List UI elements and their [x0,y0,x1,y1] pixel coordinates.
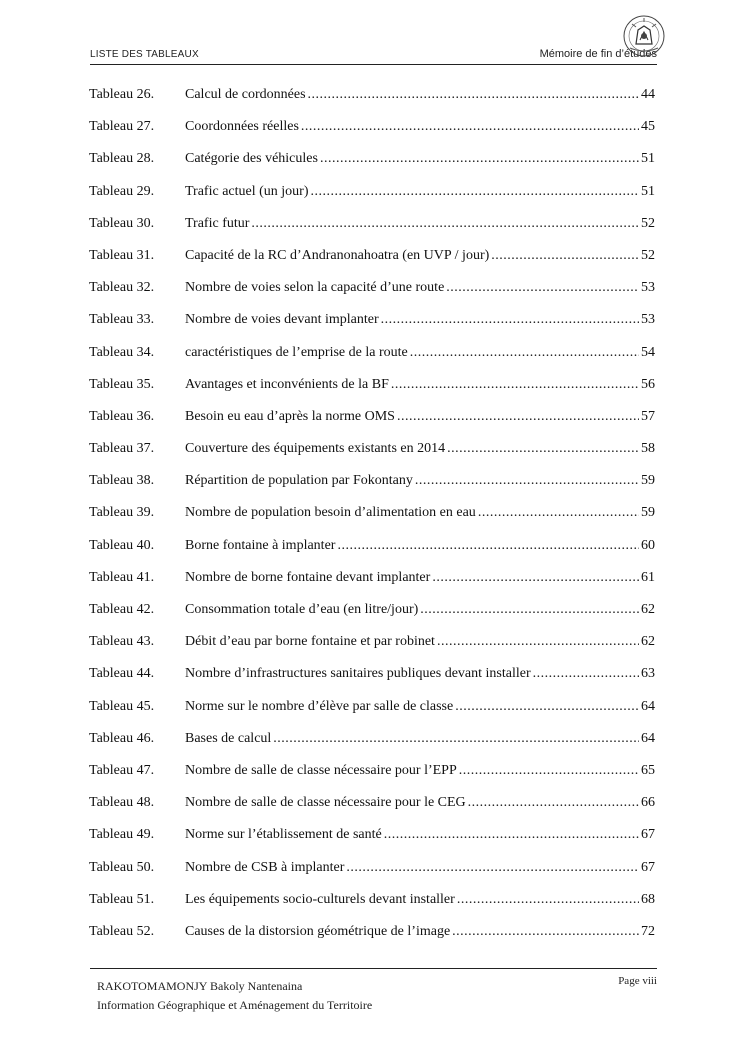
entry-page-number: 66 [641,795,655,811]
university-seal-icon [622,14,666,58]
entry-number: Tableau 31. [89,247,155,263]
entry-number: Tableau 50. [89,859,155,875]
page-number: Page viii [618,975,657,987]
entry-page-number: 65 [641,762,655,778]
dot-leader [459,763,639,779]
list-item[interactable] [89,763,655,795]
list-item[interactable] [89,731,655,763]
entry-page-number: 51 [641,151,655,167]
entry-title: Nombre de salle de classe nécessaire pour l’EPP [185,762,457,778]
list-item[interactable] [89,184,655,216]
entry-number: Tableau 40. [89,537,155,553]
dot-leader [273,731,639,747]
entry-number: Tableau 33. [89,312,155,328]
entry-number: Tableau 52. [89,923,155,939]
dot-leader [308,87,639,103]
dot-leader [410,345,639,361]
entry-page-number: 67 [641,859,655,875]
entry-page-number: 62 [641,602,655,617]
entry-title: Nombre de CSB à implanter [185,859,345,875]
entry-page-number: 58 [641,441,655,457]
entry-page-number: 68 [641,891,655,907]
list-item[interactable] [89,860,655,892]
entry-page-number: 57 [641,408,655,424]
page-header [90,44,657,65]
list-item[interactable] [89,312,655,344]
entry-page-number: 54 [641,344,655,360]
dot-leader [251,216,639,232]
list-item[interactable] [89,345,655,377]
entry-page-number: 59 [641,473,655,489]
list-item[interactable] [89,538,655,570]
list-item[interactable] [89,119,655,151]
entry-page-number: 45 [641,119,655,135]
dot-leader [415,473,639,489]
list-item[interactable] [89,280,655,312]
entry-title: Capacité de la RC d’Andranonahoatra (en UVP / jour) [185,247,490,263]
entry-title: Calcul de cordonnées [185,87,306,102]
dot-leader [457,892,639,908]
entry-title: Nombre d’infrastructures sanitaires publiques devant installer [185,666,531,682]
entry-title: Causes de la distorsion géométrique de l’image [185,923,451,939]
entry-page-number: 61 [641,569,655,585]
entry-title: Norme sur le nombre d’élève par salle de classe [185,698,454,714]
list-item[interactable] [89,892,655,924]
entry-title: Nombre de population besoin d’alimentation en eau [185,505,476,521]
dot-leader [420,602,639,618]
entry-title: Couverture des équipements existants en 2014 [185,441,446,457]
dot-leader [533,666,639,682]
page-footer [90,968,657,1012]
entry-page-number: 62 [641,634,655,650]
entry-number: Tableau 36. [89,408,155,424]
entry-title: Avantages et inconvénients de la BF [185,376,389,392]
entry-number: Tableau 47. [89,762,155,778]
dot-leader [346,860,639,876]
entry-page-number: 59 [641,505,655,521]
entry-number: Tableau 41. [89,569,155,585]
entry-page-number: 63 [641,666,655,682]
entry-title: Besoin eu eau d’après la norme OMS [185,408,395,424]
entry-page-number: 53 [641,280,655,296]
dot-leader [446,280,639,296]
dot-leader [491,248,639,264]
entry-page-number: 52 [641,215,655,231]
list-item[interactable] [89,602,655,634]
entry-page-number: 60 [641,537,655,553]
entry-number: Tableau 51. [89,891,155,907]
list-item[interactable] [89,795,655,827]
entry-page-number: 64 [641,730,655,746]
list-item[interactable] [89,827,655,859]
dot-leader [381,312,639,328]
entry-number: Tableau 39. [89,505,155,521]
entry-page-number: 67 [641,827,655,843]
dot-leader [447,441,639,457]
entry-title: Borne fontaine à implanter [185,537,336,553]
dot-leader [391,377,639,393]
entry-number: Tableau 30. [89,215,155,231]
entry-title: Trafic actuel (un jour) [185,183,309,199]
dot-leader [468,795,639,811]
entry-title: Bases de calcul [185,730,272,746]
dot-leader [320,151,639,167]
list-item[interactable] [89,505,655,537]
footer-program: Information Géographique et Aménagement du Territoire [97,998,373,1012]
entry-number: Tableau 26. [89,87,155,102]
list-item[interactable] [89,409,655,441]
entry-title: Nombre de voies selon la capacité d’une route [185,280,445,296]
dot-leader [311,184,640,200]
footer-author: RAKOTOMAMONJY Bakoly Nantenaina [97,979,303,993]
entry-title: Consommation totale d’eau (en litre/jour) [185,602,419,617]
dot-leader [437,634,639,650]
entry-number: Tableau 32. [89,280,155,296]
list-item[interactable] [89,87,655,119]
list-item[interactable] [89,248,655,280]
entry-title: Répartition de population par Fokontany [185,473,413,489]
entry-title: Coordonnées réelles [185,119,299,135]
entry-number: Tableau 37. [89,441,155,457]
entry-number: Tableau 42. [89,602,155,617]
entry-number: Tableau 44. [89,666,155,682]
entry-page-number: 44 [641,87,655,102]
entry-title: Nombre de voies devant implanter [185,312,379,328]
entry-title: Nombre de salle de classe nécessaire pour le CEG [185,795,466,811]
dot-leader [301,119,639,135]
entry-page-number: 53 [641,312,655,328]
entry-page-number: 52 [641,247,655,263]
entry-page-number: 72 [641,923,655,939]
entry-number: Tableau 35. [89,376,155,392]
entry-page-number: 51 [641,183,655,199]
entry-title: Nombre de borne fontaine devant implanter [185,569,431,585]
entry-number: Tableau 28. [89,151,155,167]
entry-page-number: 56 [641,376,655,392]
list-item[interactable] [89,634,655,666]
entry-number: Tableau 45. [89,698,155,714]
header-section-title: LISTE DES TABLEAUX [90,49,199,60]
entry-number: Tableau 46. [89,730,155,746]
list-item[interactable] [89,570,655,602]
list-item[interactable] [89,441,655,473]
entry-number: Tableau 49. [89,827,155,843]
dot-leader [455,699,639,715]
entry-number: Tableau 43. [89,634,155,650]
dot-leader [478,505,639,521]
list-item[interactable] [89,666,655,698]
entry-number: Tableau 38. [89,473,155,489]
entry-title: Trafic futur [185,215,250,231]
dot-leader [337,538,639,554]
list-item[interactable] [89,216,655,248]
entry-title: Les équipements socio-culturels devant installer [185,891,455,907]
table-list [89,87,655,956]
dot-leader [384,827,639,843]
entry-page-number: 64 [641,698,655,714]
dot-leader [397,409,639,425]
entry-title: caractéristiques de l’emprise de la route [185,344,408,360]
entry-title: Norme sur l’établissement de santé [185,827,382,843]
dot-leader [452,924,639,940]
dot-leader [432,570,639,586]
list-item[interactable] [89,473,655,505]
list-item[interactable] [89,924,655,956]
header-document-type: Mémoire de fin d’études [539,48,657,60]
entry-number: Tableau 34. [89,344,155,360]
entry-title: Catégorie des véhicules [185,151,318,167]
list-item[interactable] [89,151,655,183]
entry-number: Tableau 27. [89,119,155,135]
list-item[interactable] [89,699,655,731]
entry-title: Débit d’eau par borne fontaine et par robinet [185,634,435,650]
entry-number: Tableau 48. [89,795,155,811]
list-item[interactable] [89,377,655,409]
entry-number: Tableau 29. [89,183,155,199]
